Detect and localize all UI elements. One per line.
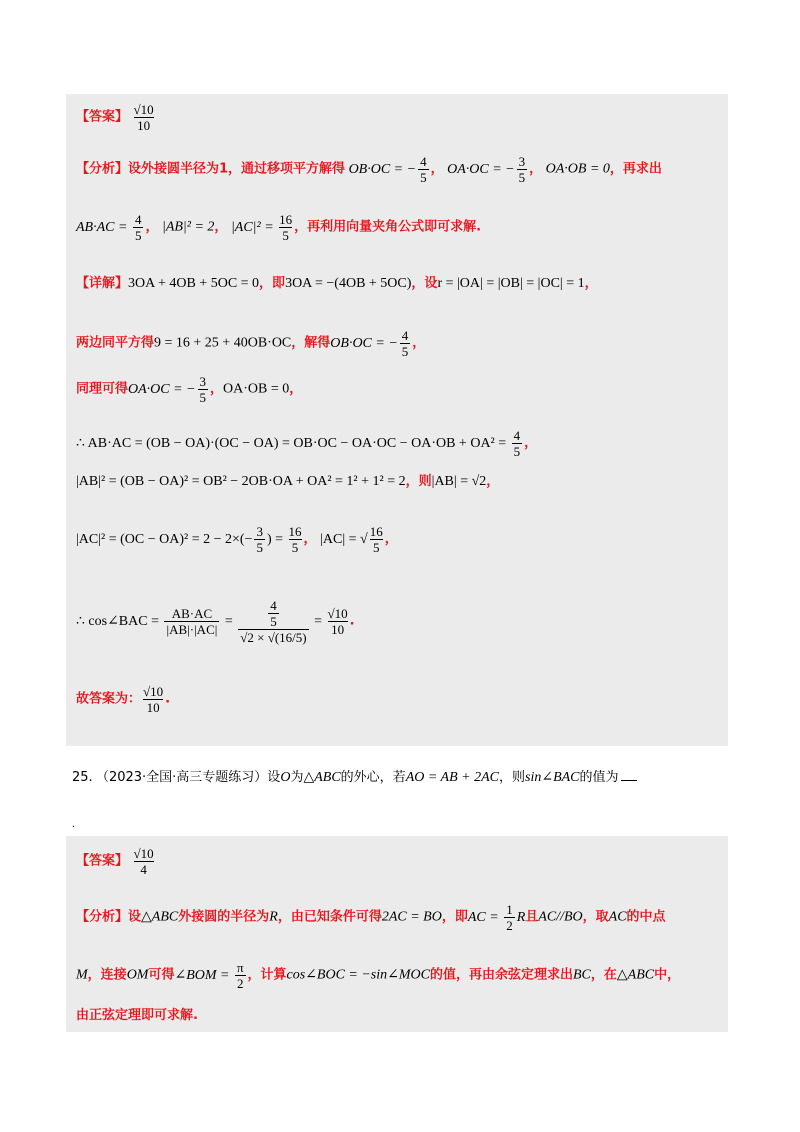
answer-value: $\frac{√10}{4}$ <box>133 846 154 877</box>
math-expr: 3OA = −(4OB + 5OC) <box>285 276 412 291</box>
solution-block-25 <box>66 836 728 1032</box>
answer-line: 【答案】 $\frac{√10}{4}$ <box>76 846 154 877</box>
answer-blank <box>621 768 637 781</box>
analysis-line-2: AB·AC = $\frac{4}{5}$ ， |AB|² = 2， |AC|² = $\frac{16}{5}$ ，再利用向量夹角公式即可求解. <box>76 212 482 243</box>
detail-line-2: 两边同平方得9 = 16 + 25 + 40OB·OC，解得OB·OC = − $\frac{4}{5}$ ， <box>76 328 426 359</box>
math-expr: |AB|² = (OB − OA)² = OB² − 2OB·OA + OA² = 1² + 1² = 2 <box>76 474 406 489</box>
question-25: 25. （2023·全国·高三专题练习）设O为△ABC的外心，若AO = AB + 2AC，则sin∠BAC的值为 <box>72 766 637 786</box>
math-expr: r = |OA| = |OB| = |OC| = 1 <box>437 276 585 291</box>
analysis-line-1: 【分析】设△ABC外接圆的半径为R，由已知条件可得2AC = BO，即AC = $\frac{1}{2}$ R且AC//BO，取AC的中点 <box>76 902 666 933</box>
math-expr: OB·OC = − $\frac{4}{5}$ <box>348 154 427 185</box>
conclusion-value: $\frac{√10}{10}$ <box>143 684 164 715</box>
detail-line-7: ∴ cos∠BAC = $\frac{AB\cdot AC}{|AB|\cdot|AC|}$ = $\frac{\frac{4}{5}}{√2 \times √(16/5)}$ = $\frac{√10}{10}$ . <box>76 598 355 645</box>
math-expr: 9 = 16 + 25 + 40OB·OC <box>154 335 292 351</box>
analysis-line-2: M，连接OM可得∠BOM = $\frac{\pi}{2}$ ，计算cos∠BOC = −sin∠MOC的值，再由余弦定理求出BC，在△ABC中， <box>76 960 681 991</box>
question-source: （2023·全国·高三专题练习） <box>95 770 268 785</box>
math-expr: OA·OB = 0 <box>545 161 610 177</box>
detail-line-6: |AC|² = (OC − OA)² = 2 − 2×(− $\frac{3}{5}$ ) = $\frac{16}{5}$ ， |AC| = √ $\frac{16}{5}$ ， <box>76 524 398 555</box>
analysis-text: 设外接圆半径为1，通过移项平方解得 <box>128 161 346 177</box>
math-expr: ∴ cos∠BAC = $\frac{AB\cdot AC}{|AB|\cdot|AC|}$ = $\frac{\frac{4}{5}}{√2 \times √(16/5)}$ = $\frac{√10}{10}$ <box>76 598 348 645</box>
conclusion-line: 故答案为： $\frac{√10}{10}$ . <box>76 684 171 715</box>
math-expr: OA·OB = 0 <box>223 381 290 397</box>
math-expr: OA·OC = − $\frac{3}{5}$ <box>128 374 207 405</box>
detail-line-5: |AB|² = (OB − OA)² = OB² − 2OB·OA + OA² = 1² + 1² = 2，则|AB| = √2， <box>76 474 500 489</box>
analysis-line-1: 【分析】设外接圆半径为1，通过移项平方解得 OB·OC = − $\frac{4}{5}$ ， OA·OC = − $\frac{3}{5}$ ， OA·OB = 0，再求出 <box>76 154 662 185</box>
analysis-line-3: 由正弦定理即可求解. <box>76 1008 198 1023</box>
math-expr: |AB|² = 2 <box>161 219 215 235</box>
answer-line <box>76 102 156 133</box>
math-expr: |AC|² = (OC − OA)² = 2 − 2×(− $\frac{3}{5}$ ) = $\frac{16}{5}$ <box>76 524 302 555</box>
analysis-text: ，再利用向量夹角公式即可求解. <box>294 219 482 235</box>
math-expr: |AB| = √2 <box>431 474 487 489</box>
detail-line-1: 【详解】3OA + 4OB + 5OC = 0，即3OA = −(4OB + 5OC)，设r = |OA| = |OB| = |OC| = 1， <box>76 276 598 291</box>
detail-label: 【详解】 <box>76 276 129 291</box>
math-expr: ∴ AB·AC = (OB − OA)·(OC − OA) = OB·OC − OA·OC − OA·OB + OA² = $\frac{4}{5}$ <box>76 428 521 459</box>
answer-value: $\frac{√10}{10}$ <box>133 102 154 133</box>
math-expr: |AC|² = $\frac{16}{5}$ <box>230 212 293 243</box>
answer-label: 【答案】 <box>76 109 129 125</box>
math-expr: |AC| = √ $\frac{16}{5}$ <box>320 524 383 555</box>
question-condition: AO = AB + 2AC <box>405 770 499 785</box>
solution-block-24 <box>66 94 728 746</box>
math-expr: OB·OC = − $\frac{4}{5}$ <box>330 328 409 359</box>
detail-line-4: ∴ AB·AC = (OB − OA)·(OC − OA) = OB·OC − OA·OC − OA·OB + OA² = $\frac{4}{5}$ ， <box>76 428 538 459</box>
trailing-dot: . <box>72 816 75 830</box>
question-number: 25. <box>72 770 93 785</box>
math-expr: AB·AC = $\frac{4}{5}$ <box>76 212 142 243</box>
analysis-text: ，再求出 <box>609 161 662 177</box>
math-expr: 3OA + 4OB + 5OC = 0 <box>128 276 260 291</box>
analysis-label: 【分析】 <box>76 161 129 177</box>
math-expr: OA·OC = − $\frac{3}{5}$ <box>447 154 526 185</box>
detail-line-3: 同理可得OA·OC = − $\frac{3}{5}$ ，OA·OB = 0， <box>76 374 303 405</box>
